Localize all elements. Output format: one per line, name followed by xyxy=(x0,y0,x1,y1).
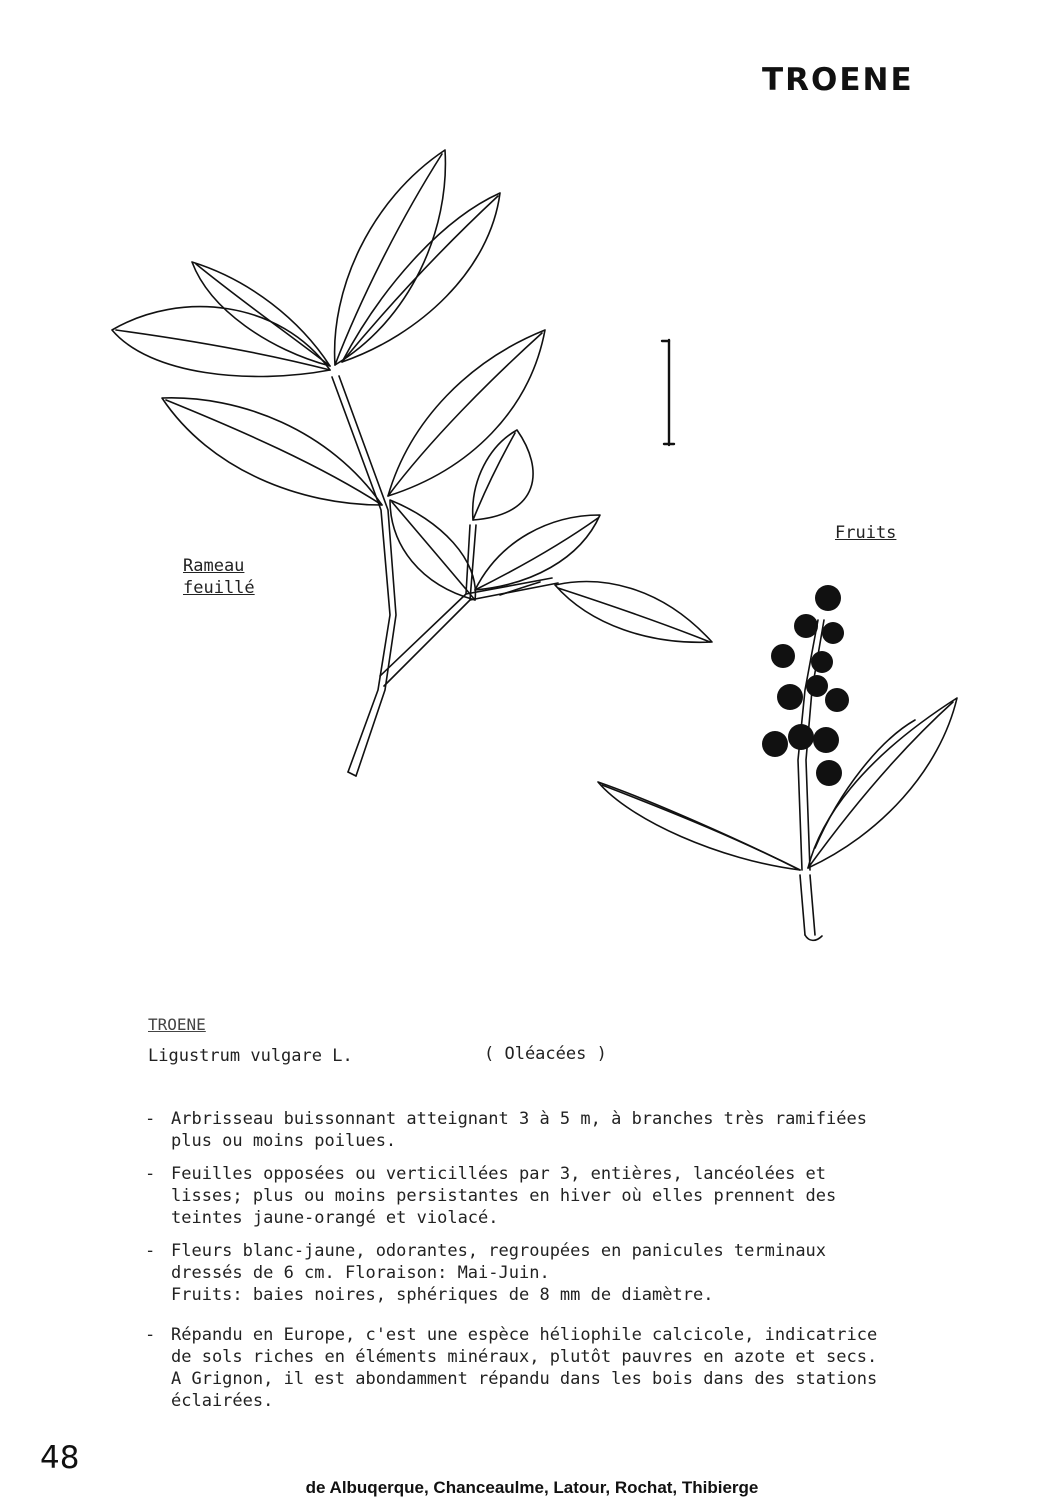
list-item: - Arbrisseau buissonnant atteignant 3 à 5 m, à branches très ramifiées plus ou moins poilues. xyxy=(145,1109,867,1151)
bullet-dash: - xyxy=(145,1109,156,1129)
footer-authors: de Albuqerque, Chanceaulme, Latour, Rochat, Thibierge xyxy=(305,1478,759,1497)
description-list xyxy=(145,1108,965,1412)
label-branch-line1: Rameau xyxy=(183,556,245,576)
common-name: TROENE xyxy=(148,1015,206,1034)
label-branch-line2: feuillé xyxy=(183,578,255,598)
bullet-dash: - xyxy=(145,1325,156,1345)
bullet-dash: - xyxy=(145,1164,156,1184)
label-branch xyxy=(183,555,255,599)
label-fruits: Fruits xyxy=(835,523,897,543)
page-title: TROENE xyxy=(762,62,914,98)
list-item: - Fleurs blanc-jaune, odorantes, regroupées en panicules terminaux dressés de 6 cm. Floraison: Mai-Juin. Fruits: baies noires, sphériques de 8 mm de diamètre. xyxy=(145,1241,827,1305)
plant-family: ( Oléacées ) xyxy=(484,1044,607,1064)
page-number: 48 xyxy=(40,1440,80,1476)
fruit-sprig xyxy=(598,620,957,940)
list-item: - Répandu en Europe, c'est une espèce héliophile calcicole, indicatrice de sols riches en éléments minéraux, plutôt pauvres en azote et secs. A Grignon, il est abondamment répandu dans les bois dans des stations éclairées. xyxy=(145,1325,878,1411)
bullet-dash: - xyxy=(145,1241,156,1261)
branch-stem xyxy=(332,376,558,776)
list-item: - Feuilles opposées ou verticillées par 3, entières, lancéolées et lisses; plus ou moins persistantes en hiver où elles prennent des teintes jaune-orangé et violacé. xyxy=(145,1164,837,1228)
scientific-name: Ligustrum vulgare L. xyxy=(148,1046,353,1066)
scale-bar xyxy=(662,340,674,445)
